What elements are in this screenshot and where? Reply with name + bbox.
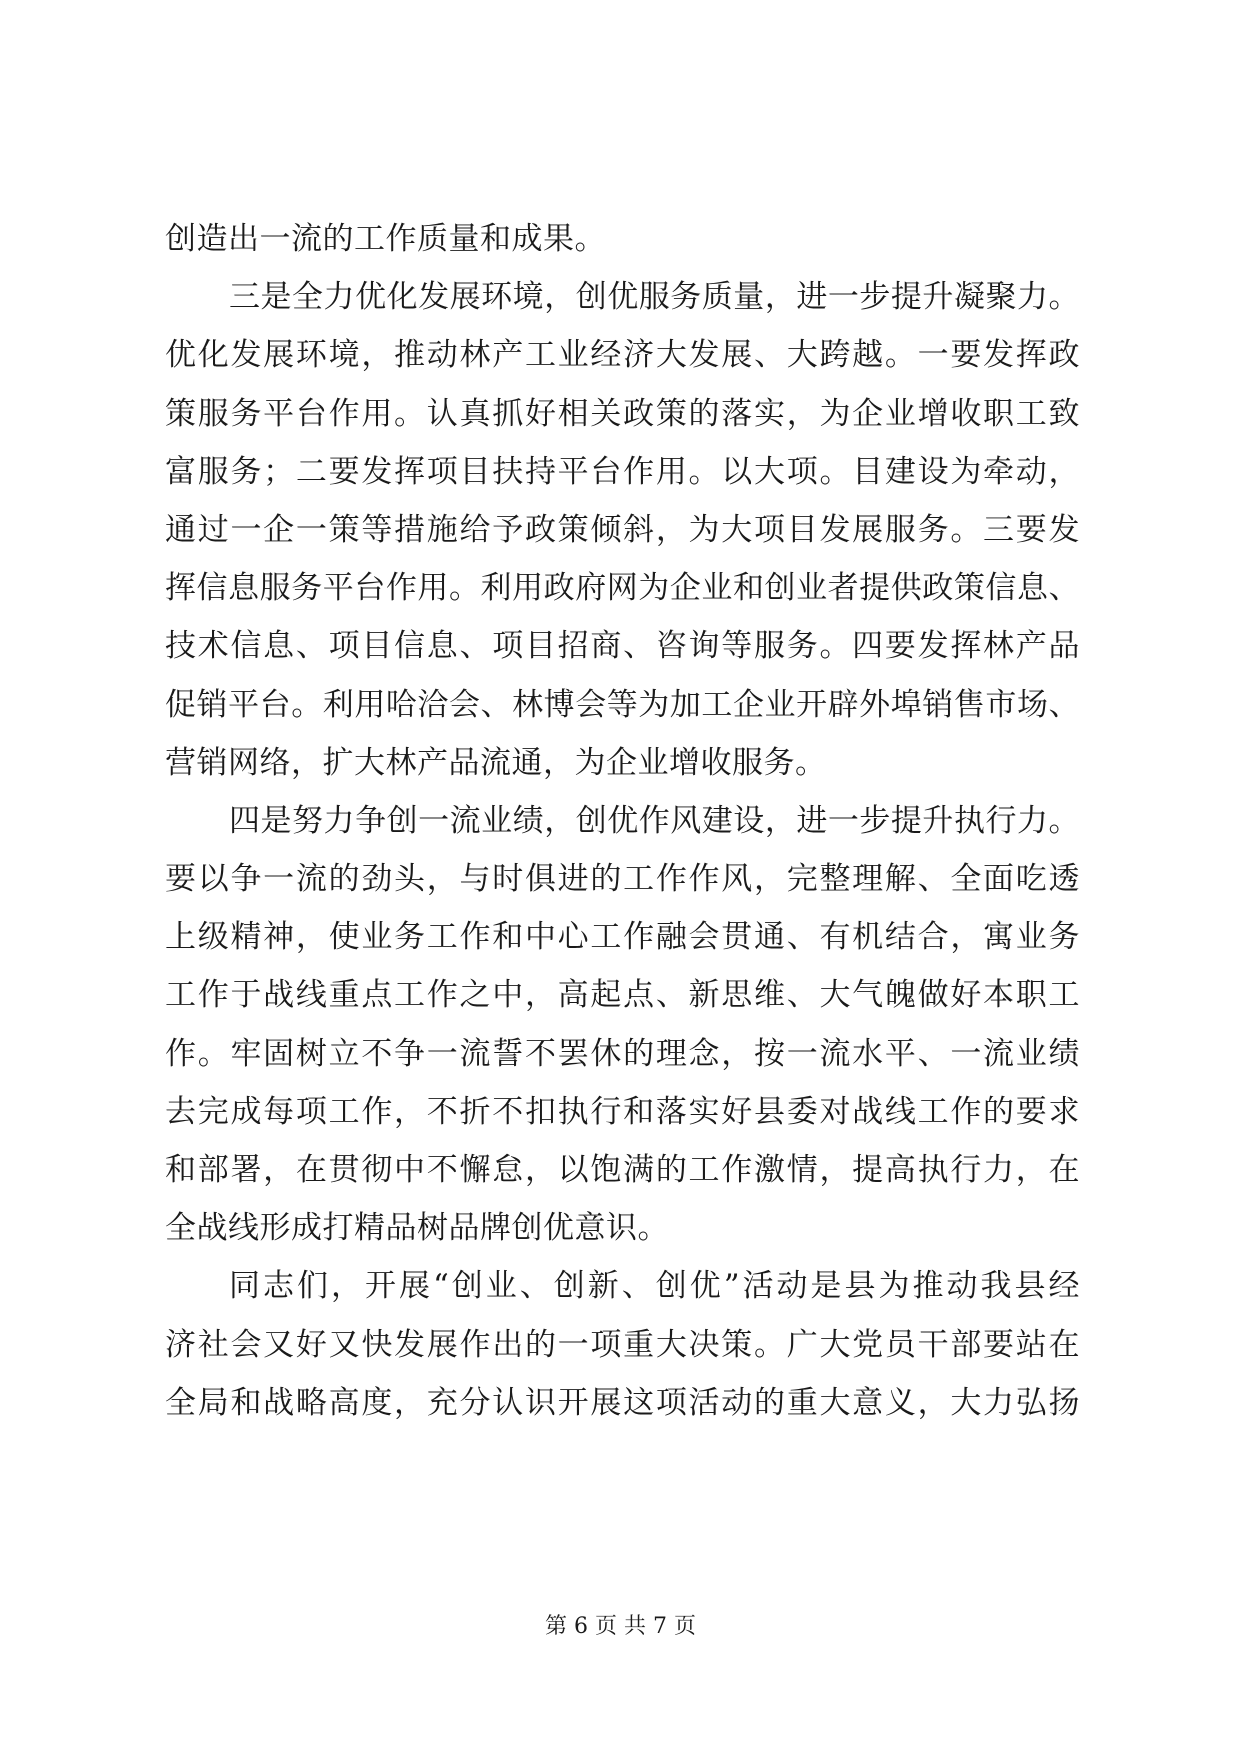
text-line: 去完成每项工作，不折不扣执行和落实好县委对战线工作的要求: [165, 1093, 1080, 1130]
text-line: 作。牢固树立不争一流誓不罢休的理念，按一流水平、一流业绩: [165, 1035, 1080, 1072]
text-line: 要以争一流的劲头，与时俱进的工作作风，完整理解、全面吃透: [165, 861, 1080, 898]
page-footer: 第 6 页 共 7 页: [545, 1614, 696, 1639]
text-line: 三是全力优化发展环境，创优服务质量，进一步提升凝聚力。: [229, 279, 1080, 316]
text-line: 促销平台。利用哈洽会、林博会等为加工企业开辟外埠销售市场、: [165, 686, 1080, 723]
text-line: 全战线形成打精品树品牌创优意识。: [165, 1210, 669, 1247]
text-line: 富服务；二要发挥项目扶持平台作用。以大项。目建设为牵动，: [165, 453, 1080, 490]
text-line: 创造出一流的工作质量和成果。: [165, 221, 606, 257]
text-line: 四是努力争创一流业绩，创优作风建设，进一步提升执行力。: [229, 802, 1080, 839]
text-line: 策服务平台作用。认真抓好相关政策的落实，为企业增收职工致: [165, 395, 1080, 432]
document-body: [165, 210, 1080, 1432]
text-line: 全局和战略高度，充分认识开展这项活动的重大意义，大力弘扬: [165, 1384, 1080, 1421]
text-line: 营销网络，扩大林产品流通，为企业增收服务。: [165, 744, 827, 781]
text-line: 济社会又好又快发展作出的一项重大决策。广大党员干部要站在: [165, 1326, 1080, 1363]
text-line: 同志们，开展“创业、创新、创优”活动是县为推动我县经: [229, 1268, 1080, 1305]
text-line: 和部署，在贯彻中不懈怠，以饱满的工作激情，提高执行力，在: [165, 1152, 1080, 1188]
text-line: 上级精神，使业务工作和中心工作融会贯通、有机结合，寓业务: [165, 919, 1080, 956]
text-line: 优化发展环境，推动林产工业经济大发展、大跨越。一要发挥政: [165, 337, 1080, 374]
text-line: 挥信息服务平台作用。利用政府网为企业和创业者提供政策信息、: [165, 570, 1080, 607]
text-line: 技术信息、项目信息、项目招商、咨询等服务。四要发挥林产品: [165, 628, 1080, 665]
text-line: 工作于战线重点工作之中，高起点、新思维、大气魄做好本职工: [165, 977, 1080, 1014]
text-line: 通过一企一策等措施给予政策倾斜，为大项目发展服务。三要发: [165, 511, 1080, 548]
